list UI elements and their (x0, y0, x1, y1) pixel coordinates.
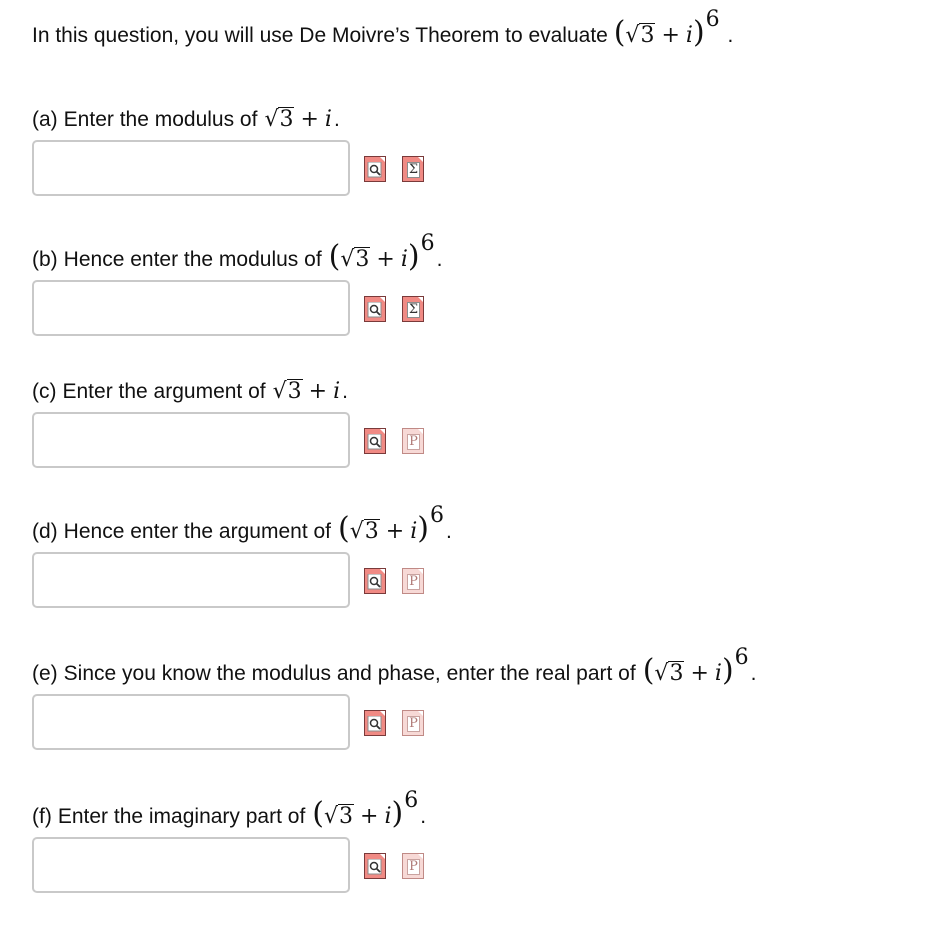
answer-row (32, 140, 912, 200)
question-label: (b) (32, 248, 58, 271)
sqrt-expression: √ 3 (272, 378, 302, 404)
answer-input[interactable] (32, 280, 350, 336)
question-label: (e) (32, 662, 58, 685)
exponent: 6 (420, 230, 435, 256)
question-prompt: Enter the imaginary part of (57, 805, 306, 828)
question-label: (d) (32, 520, 58, 543)
sigma-button[interactable]: Σ (402, 296, 424, 322)
preview-button[interactable] (364, 156, 386, 182)
question-expression: ( √ 3 + i ) 6 (642, 644, 749, 688)
magnifier-icon (367, 716, 384, 732)
answer-row (32, 280, 912, 340)
p-button[interactable]: P (402, 428, 424, 454)
question-text: (f) Enter the imaginary part of ( √ 3 + i ) 6 . (32, 787, 427, 831)
question-expression: ( √ 3 + i ) 6 (328, 230, 435, 274)
question-text: (d) Hence enter the argument of ( √ 3 + i ) 6 . (32, 502, 452, 546)
preview-button[interactable] (364, 710, 386, 736)
question-prompt: Enter the argument of (62, 380, 266, 403)
answer-input[interactable] (32, 412, 350, 468)
question-expression: √ 3 + i (264, 106, 332, 132)
question-a (32, 92, 912, 200)
answer-input[interactable] (32, 837, 350, 893)
preview-button[interactable] (364, 853, 386, 879)
question-f (32, 789, 912, 897)
intro-expression: ( √ 3 + i ) 6 (613, 7, 720, 50)
question-prompt: Enter the modulus of (63, 108, 258, 131)
preview-button[interactable] (364, 428, 386, 454)
answer-row (32, 694, 912, 754)
exponent: 6 (734, 644, 749, 670)
sqrt-expression: √ 3 (324, 803, 354, 829)
sqrt-expression: √ 3 (340, 246, 370, 272)
question-expression: √ 3 + i (272, 378, 341, 404)
magnifier-icon (367, 302, 384, 318)
question-label: (c) (32, 380, 57, 403)
answer-input[interactable] (32, 140, 350, 196)
question-text: (b) Hence enter the modulus of ( √ 3 + i ) 6 . (32, 230, 443, 274)
preview-button[interactable] (364, 568, 386, 594)
question-text: (e) Since you know the modulus and phase, enter the real part of ( √ 3 + i ) 6 . (32, 644, 757, 688)
question-c (32, 364, 912, 472)
magnifier-icon (367, 162, 384, 178)
sqrt-expression: √ 3 (654, 660, 684, 686)
question-e (32, 646, 912, 754)
p-button[interactable]: P (402, 568, 424, 594)
exponent: 6 (404, 787, 419, 813)
magnifier-icon (367, 574, 384, 590)
p-button[interactable]: P (402, 853, 424, 879)
question-prompt: Hence enter the argument of (63, 520, 332, 543)
question-expression: ( √ 3 + i ) 6 (312, 787, 419, 831)
question-expression: ( √ 3 + i ) 6 (338, 502, 444, 546)
answer-row (32, 552, 912, 612)
exponent: 6 (705, 7, 720, 32)
answer-input[interactable] (32, 552, 350, 608)
sqrt-expression: √ 3 (349, 518, 379, 544)
question-prompt: Since you know the modulus and phase, enter the real part of (63, 662, 636, 685)
question-label: (a) (32, 108, 58, 131)
sigma-button[interactable]: Σ (402, 156, 424, 182)
question-text: (c) Enter the argument of √ 3 + i . (32, 378, 348, 404)
magnifier-icon (367, 859, 384, 875)
answer-row (32, 837, 912, 897)
sqrt-expression: √ 3 (625, 23, 655, 48)
question-prompt: Hence enter the modulus of (63, 248, 322, 271)
question-d (32, 504, 912, 612)
sqrt-expression: √ 3 (264, 106, 294, 132)
intro-sentence: In this question, you will use De Moivre’s Theorem to evaluate (32, 24, 608, 47)
magnifier-icon (367, 434, 384, 450)
exponent: 6 (429, 502, 444, 528)
question-label: (f) (32, 805, 52, 828)
answer-input[interactable] (32, 694, 350, 750)
question-text: (a) Enter the modulus of √ 3 + i . (32, 106, 340, 132)
question-b (32, 232, 912, 340)
p-button[interactable]: P (402, 710, 424, 736)
answer-row (32, 412, 912, 472)
preview-button[interactable] (364, 296, 386, 322)
intro-text: In this question, you will use De Moivre’s Theorem to evaluate ( √ 3 + i ) 6 . (32, 7, 734, 50)
